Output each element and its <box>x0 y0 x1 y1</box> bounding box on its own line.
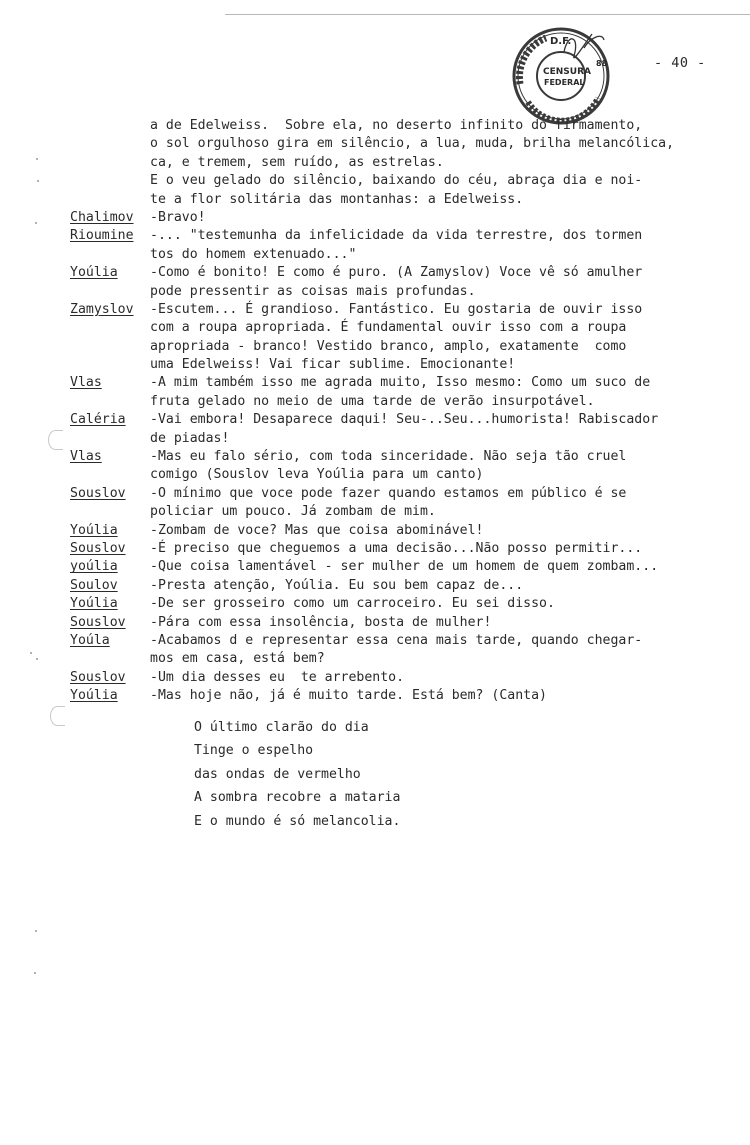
script-line <box>70 135 730 153</box>
margin-mark <box>34 972 36 974</box>
dialogue-text: -Escutem... É grandioso. Fantástico. Eu gostaria de ouvir isso <box>150 301 643 317</box>
speaker-name: Yoúlia <box>70 688 118 704</box>
dialogue-text: -Pára com essa insolência, bosta de mulher! <box>150 614 492 630</box>
speaker-cell <box>70 209 150 227</box>
script-line <box>70 356 730 374</box>
speaker-name: Yoúlia <box>70 265 118 281</box>
script-line <box>70 154 730 172</box>
script-line <box>70 172 730 190</box>
stamp-side-text: 88 <box>596 59 608 68</box>
dialogue-continuation: mos em casa, está bem? <box>150 651 325 667</box>
script-line <box>70 209 730 227</box>
dialogue-text: -Um dia desses eu te arrebento. <box>150 669 405 685</box>
speaker-name: Vlas <box>70 375 102 391</box>
speaker-cell <box>70 650 150 668</box>
script-line <box>70 393 730 411</box>
speaker-name: Souslov <box>70 614 126 630</box>
verse-line: Tinge o espelho <box>194 743 314 758</box>
script-line <box>70 650 730 668</box>
script-line <box>70 430 730 448</box>
stamp-federal-text: FEDERAL <box>544 78 585 87</box>
speaker-cell <box>70 595 150 613</box>
dialogue-text: -De ser grosseiro como um carroceiro. Eu sei disso. <box>150 596 555 612</box>
dialogue-continuation: tos do homem extenuado..." <box>150 246 357 262</box>
speaker-cell <box>70 301 150 319</box>
speaker-cell <box>70 485 150 503</box>
dialogue-continuation: apropriada - branco! Vestido branco, amplo, exatamente como <box>150 338 627 354</box>
speaker-cell <box>70 191 150 209</box>
dialogue-text: -A mim também isso me agrada muito, Isso mesmo: Como um suco de <box>150 375 651 391</box>
dialogue-continuation: policiar um pouco. Já zombam de mim. <box>150 504 436 520</box>
speaker-cell <box>70 522 150 540</box>
speaker-cell <box>70 466 150 484</box>
script-line <box>70 448 730 466</box>
script-line <box>70 227 730 245</box>
speaker-cell <box>70 687 150 705</box>
script-line <box>70 595 730 613</box>
dialogue-continuation: a de Edelweiss. Sobre ela, no deserto infinito do firmamento, <box>150 118 643 133</box>
speaker-name: Souslov <box>70 540 126 556</box>
script-body <box>70 117 730 833</box>
verse-line: das ondas de vermelho <box>194 766 361 782</box>
margin-mark <box>37 180 39 182</box>
speaker-cell <box>70 614 150 632</box>
dialogue-continuation: o sol orgulhoso gira em silêncio, a lua, muda, brilha melancólica, <box>150 136 675 152</box>
top-rule <box>225 14 750 15</box>
script-line <box>70 246 730 264</box>
speaker-cell <box>70 356 150 374</box>
dialogue-continuation: uma Edelweiss! Vai ficar sublime. Emocionante! <box>150 357 516 373</box>
script-line <box>70 319 730 337</box>
script-line <box>70 669 730 687</box>
speaker-name: Souslov <box>70 485 126 501</box>
speaker-cell <box>70 172 150 190</box>
script-line <box>70 283 730 301</box>
speaker-cell <box>70 319 150 337</box>
verse-line: E o mundo é só melancolia. <box>194 813 401 829</box>
hole-punch-mark <box>50 706 65 726</box>
dialogue-text: -Que coisa lamentável - ser mulher de um homem de quem zombam... <box>150 559 659 575</box>
dialogue-continuation: E o veu gelado do silêncio, baixando do céu, abraça dia e noi- <box>150 173 643 189</box>
stamp-top-text: D.F. <box>550 36 572 47</box>
speaker-cell <box>70 577 150 595</box>
margin-mark <box>35 222 37 224</box>
speaker-cell <box>70 338 150 356</box>
dialogue-text: -É preciso que cheguemos a uma decisão...Não posso permitir... <box>150 540 643 556</box>
song-verse <box>194 716 730 834</box>
script-line <box>70 338 730 356</box>
dialogue-continuation: de piadas! <box>150 430 230 446</box>
dialogue-text: -Zombam de voce? Mas que coisa abominável! <box>150 522 484 538</box>
speaker-name: Chalimov <box>70 209 134 225</box>
page-number: - 40 - <box>654 55 706 71</box>
script-line <box>70 522 730 540</box>
speaker-name: Yoúlia <box>70 596 118 612</box>
margin-mark <box>30 652 32 654</box>
script-line <box>70 264 730 282</box>
dialogue-continuation: pode pressentir as coisas mais profundas. <box>150 283 476 299</box>
speaker-name: Souslov <box>70 669 126 685</box>
speaker-cell <box>70 264 150 282</box>
speaker-cell <box>70 430 150 448</box>
dialogue-text: -Bravo! <box>150 209 206 225</box>
script-line <box>70 466 730 484</box>
dialogue-text: -Mas hoje não, já é muito tarde. Está bem? (Canta) <box>150 688 547 704</box>
speaker-name: yoúlia <box>70 559 118 575</box>
speaker-name: Rioumine <box>70 228 134 244</box>
script-line <box>70 301 730 319</box>
speaker-cell <box>70 632 150 650</box>
speaker-cell <box>70 227 150 245</box>
script-line <box>70 687 730 705</box>
speaker-cell <box>70 411 150 429</box>
dialogue-continuation: ca, e tremem, sem ruído, as estrelas. <box>150 154 444 170</box>
script-line <box>70 374 730 392</box>
speaker-cell <box>70 246 150 264</box>
speaker-cell <box>70 154 150 172</box>
margin-mark <box>36 658 38 660</box>
speaker-cell <box>70 503 150 521</box>
speaker-cell <box>70 283 150 301</box>
dialogue-continuation: com a roupa apropriada. É fundamental ouvir isso com a roupa <box>150 320 627 336</box>
script-line <box>70 503 730 521</box>
speaker-cell <box>70 669 150 687</box>
speaker-cell <box>70 393 150 411</box>
dialogue-text: -O mínimo que voce pode fazer quando estamos em público é se <box>150 485 627 501</box>
speaker-cell <box>70 540 150 558</box>
script-line <box>70 191 730 209</box>
stamp-censura-text: CENSURA <box>543 67 591 77</box>
script-line <box>70 614 730 632</box>
speaker-name: Zamyslov <box>70 301 134 317</box>
dialogue-text: -... "testemunha da infelicidade da vida terrestre, dos tormen <box>150 228 643 244</box>
dialogue-continuation: te a flor solitária das montanhas: a Edelweiss. <box>150 191 524 207</box>
verse-line: O último clarão do dia <box>194 719 369 735</box>
speaker-cell <box>70 558 150 576</box>
script-line <box>70 411 730 429</box>
dialogue-continuation: fruta gelado no meio de uma tarde de verão insurpotável. <box>150 393 595 409</box>
script-line <box>70 485 730 503</box>
dialogue-continuation: comigo (Souslov leva Yoúlia para um canto) <box>150 467 484 483</box>
script-line <box>70 577 730 595</box>
verse-line: A sombra recobre a mataria <box>194 790 401 805</box>
speaker-name: Yoúla <box>70 632 110 648</box>
speaker-cell <box>70 135 150 153</box>
speaker-name: Yoúlia <box>70 522 118 538</box>
script-line <box>70 632 730 650</box>
dialogue-text: -Presta atenção, Yoúlia. Eu sou bem capaz de... <box>150 577 524 593</box>
speaker-name: Caléria <box>70 412 126 428</box>
dialogue-text: -Mas eu falo sério, com toda sinceridade. Não seja tão cruel <box>150 449 627 465</box>
dialogue-text: -Como é bonito! E como é puro. (A Zamyslov) Voce vê só amulher <box>150 265 643 281</box>
margin-mark <box>35 930 37 932</box>
dialogue-text: -Vai embora! Desaparece daqui! Seu-..Seu...humorista! Rabiscador <box>150 412 659 428</box>
script-line <box>70 540 730 558</box>
speaker-cell <box>70 374 150 392</box>
speaker-name: Soulov <box>70 577 118 593</box>
script-line <box>70 558 730 576</box>
censorship-stamp <box>506 22 618 130</box>
speaker-cell <box>70 117 150 135</box>
speaker-name: Vlas <box>70 449 102 465</box>
speaker-cell <box>70 448 150 466</box>
dialogue-text: -Acabamos d e representar essa cena mais tarde, quando chegar- <box>150 632 643 648</box>
margin-mark <box>36 158 38 160</box>
hole-punch-mark <box>48 430 63 450</box>
script-line <box>70 117 730 135</box>
